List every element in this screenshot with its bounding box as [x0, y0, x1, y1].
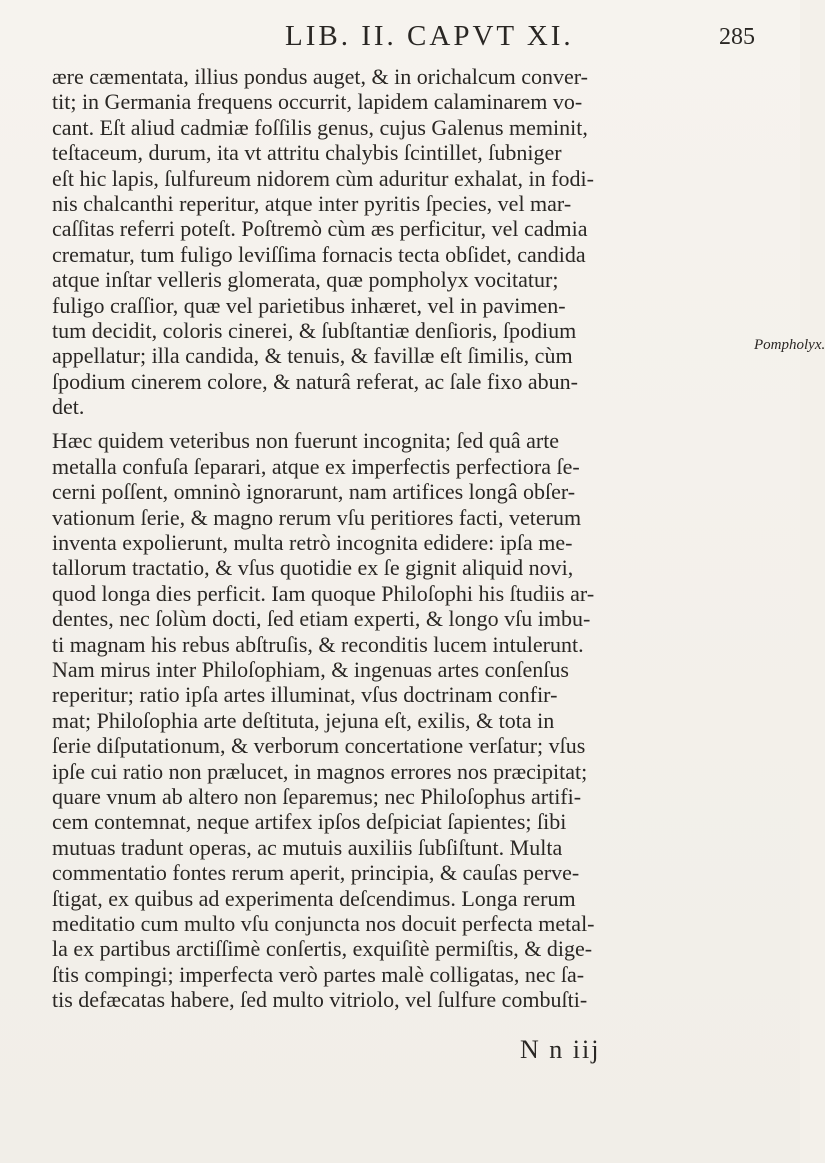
text-line: ære cæmentata, illius pondus auget, & in orichalcum conver- [52, 64, 588, 89]
text-line: vationum ſerie, & magno rerum vſu peritiores facti, veterum [52, 504, 582, 530]
text-line: fuligo craſſior, quæ vel parietibus inhæret, vel in pavimen- [52, 292, 566, 318]
text-line: reperitur; ratio ipſa artes illuminat, vſus doctrinam confir- [52, 682, 558, 708]
text-line: dentes, nec ſolùm docti, ſed etiam experti, & longo vſu imbu- [52, 606, 591, 632]
text-line: cem contemnat, neque artifex ipſos deſpiciat ſapientes; ſibi [52, 809, 567, 835]
text-line: quod longa dies perficit. Iam quoque Philoſophi his ſtudiis ar- [52, 580, 595, 606]
text-line: Hæc quidem veteribus non fuerunt incognita; ſed quâ arte [52, 428, 560, 454]
page-number: 285 [719, 24, 755, 50]
body-text [52, 64, 764, 1012]
text-line: atque inſtar velleris glomerata, quæ pompholyx vocitatur; [52, 267, 559, 293]
text-line: ſpodium cinerem colore, & naturâ referat, ac ſale fixo abun- [52, 368, 578, 394]
text-line: nis chalcanthi reperitur, atque inter pyritis ſpecies, vel mar- [52, 190, 572, 216]
text-line: Nam mirus inter Philoſophiam, & ingenuas artes conſenſus [52, 656, 569, 682]
running-head: LIB. II. CAPVT XI. [285, 20, 574, 52]
text-line: det. [52, 394, 85, 420]
text-line: meditatio cum multo vſu conjuncta nos docuit perfecta metal- [52, 910, 595, 936]
text-line: appellatur; illa candida, & tenuis, & favillæ eſt ſimilis, cùm [52, 343, 573, 369]
text-line: ſtis compingi; imperfecta verò partes malè colligatas, nec ſa- [52, 961, 585, 987]
text-line: tis defæcatas habere, ſed multo vitriolo, vel ſulfure combuſti- [52, 987, 588, 1013]
text-line: ipſe cui ratio non prælucet, in magnos errores nos præcipitat; [52, 758, 588, 784]
signature-mark: N n iij [520, 1035, 601, 1064]
page-header [55, 20, 755, 60]
text-line: metalla confuſa ſeparari, atque ex imperfectis perfectiora ſe- [52, 453, 580, 479]
text-line: mutuas tradunt operas, ac mutuis auxiliis ſubſiſtunt. Multa [52, 834, 563, 860]
text-line: cerni poſſent, omninò ignorarunt, nam artifices longâ obſer- [52, 479, 576, 505]
text-line: caſſitas referri poteſt. Poſtremò cùm æs perficitur, vel cadmia [52, 216, 588, 242]
text-line: commentatio fontes rerum aperit, principia, & cauſas perve- [52, 860, 580, 886]
text-line: tit; in Germania frequens occurrit, lapidem calaminarem vo- [52, 89, 583, 115]
marginal-note: Pompholyx. [754, 337, 825, 353]
text-line: la ex partibus arctiſſimè conſertis, exquiſitè permiſtis, & dige- [52, 936, 593, 962]
text-line: tallorum tractatio, & vſus quotidie ex ſe gignit aliquid novi, [52, 555, 574, 581]
text-line: inventa expolierunt, multa retrò incognita edidere: ipſa me- [52, 530, 573, 556]
text-line: eſt hic lapis, ſulfureum nidorem cùm aduritur exhalat, in fodi- [52, 165, 594, 191]
text-line: tum decidit, coloris cinerei, & ſubſtantiæ denſioris, ſpodium [52, 317, 577, 343]
text-line: teſtaceum, durum, ita vt attritu chalybis ſcintillet, ſubniger [52, 140, 562, 166]
text-line: cant. Eſt aliud cadmiæ foſſilis genus, cujus Galenus meminit, [52, 114, 588, 140]
text-line: ſerie diſputationum, & verborum concertatione verſatur; vſus [52, 733, 586, 759]
text-line: ti magnam his rebus abſtruſis, & reconditis lucem intulerunt. [52, 631, 584, 657]
text-line: mat; Philoſophia arte deſtituta, jejuna eſt, exilis, & tota in [52, 707, 555, 733]
text-line: crematur, tum fuligo leviſſima fornacis tecta obſidet, candida [52, 241, 586, 267]
text-line: ſtigat, ex quibus ad experimenta deſcendimus. Longa rerum [52, 885, 576, 911]
text-line: quare vnum ab altero non ſeparemus; nec Philoſophus artifi- [52, 783, 582, 809]
